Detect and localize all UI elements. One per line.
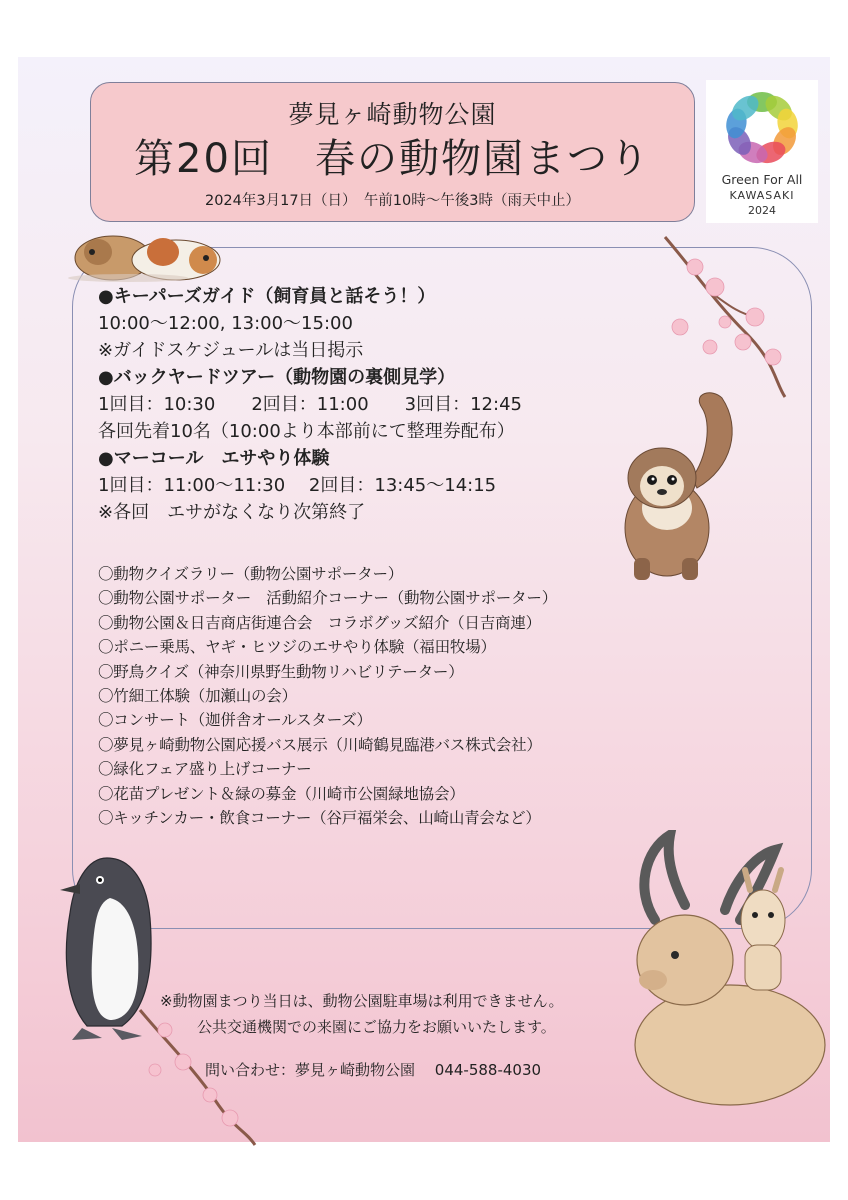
notice-line1: ※動物園まつり当日は、動物公園駐車場は利用できません。 <box>160 992 564 1010</box>
green-for-all-logo <box>706 80 818 223</box>
event-item: 〇緑化フェア盛り上げコーナー <box>98 760 312 779</box>
program-highlights <box>98 283 658 526</box>
program-heading: ●バックヤードツアー（動物園の裏側見学） <box>98 367 456 388</box>
event-item: 〇動物公園＆日吉商店街連合会 コラボグッズ紹介（日吉商連） <box>98 613 541 632</box>
program-detail: 各回先着10名（10:00より本部前にて整理券配布） <box>98 421 515 442</box>
event-item: 〇夢見ヶ崎動物公園応援バス展示（川崎鶴見臨港バス株式会社） <box>98 735 542 754</box>
contact-info: 問い合わせ：夢見ヶ崎動物公園 044-588-4030 <box>205 1061 542 1079</box>
park-name: 夢見ヶ崎動物公園 <box>288 100 497 129</box>
event-list <box>98 562 658 830</box>
program-heading: ●キーパーズガイド（飼育員と話そう！） <box>98 286 436 307</box>
flower-wreath-icon <box>706 80 818 172</box>
program-detail: 10:00～12:00, 13:00～15:00 <box>98 313 353 334</box>
event-date: 2024年3月17日（日） 午前10時～午後3時（雨天中止） <box>204 193 580 209</box>
markhor-and-alpaca-illustration <box>615 830 830 1120</box>
event-item: 〇キッチンカー・飲食コーナー（谷戸福栄会、山崎山青会など） <box>98 808 541 827</box>
event-item: 〇野鳥クイズ（神奈川県野生動物リハビリテーター） <box>98 662 464 681</box>
program-detail: ※各回 エサがなくなり次第終了 <box>98 502 366 523</box>
event-item: 〇ポニー乗馬、ヤギ・ヒツジのエサやり体験（福田牧場） <box>98 638 496 657</box>
event-item: 〇花苗プレゼント＆緑の募金（川崎市公園緑地協会） <box>98 784 465 803</box>
notice-line2: 公共交通機関での来園にご協力をお願いいたします。 <box>197 1018 556 1036</box>
program-detail: 1回目：11:00～11:30 2回目：13:45～14:15 <box>98 475 497 496</box>
guinea-pig-illustration <box>68 222 228 284</box>
logo-line2: KAWASAKI <box>729 189 795 202</box>
parking-notice <box>160 988 563 1040</box>
event-item: 〇動物公園サポーター 活動紹介コーナー（動物公園サポーター） <box>98 589 558 608</box>
logo-line3: 2024 <box>748 204 776 217</box>
cherry-blossom-branch-top <box>655 232 795 402</box>
program-heading: ●マーコール エサやり体験 <box>98 448 330 469</box>
program-content <box>98 283 658 830</box>
event-item: 〇動物クイズラリー（動物公園サポーター） <box>98 565 404 583</box>
program-detail: 1回目：10:30 2回目：11:00 3回目：12:45 <box>98 394 522 415</box>
section-spacer <box>98 526 658 562</box>
program-detail: ※ガイドスケジュールは当日掲示 <box>98 340 364 361</box>
event-item: 〇竹細工体験（加瀬山の会） <box>98 686 297 705</box>
event-item: 〇コンサート（迦併舎オールスターズ） <box>98 711 372 730</box>
title-box <box>90 82 695 222</box>
logo-line1: Green For All <box>721 172 803 187</box>
event-title: 第20回 春の動物園まつり <box>134 136 651 182</box>
